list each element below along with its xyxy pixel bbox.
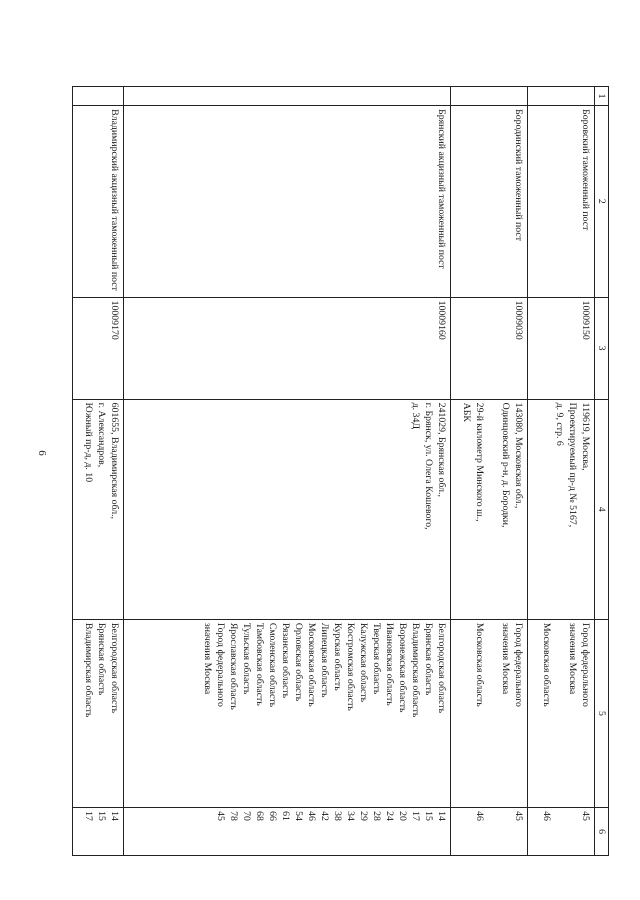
post-name-cell: [73, 106, 124, 297]
region-line: значения Москва: [567, 622, 578, 695]
table-row: [124, 87, 451, 856]
address-line: д. 9, стр. 6: [554, 402, 565, 446]
regions-cell: [73, 619, 124, 807]
post-name: Владимирский акцизный таможенный пост: [109, 109, 120, 291]
post-code: 10009160: [436, 300, 447, 340]
address-spacer: [486, 403, 499, 616]
region-code: 66: [267, 811, 278, 821]
region-code: 14: [436, 811, 447, 821]
post-name-cell: [124, 106, 451, 297]
region-line: Брянская область: [96, 622, 107, 696]
region-code: 45: [580, 811, 591, 821]
region-line: значения Москва: [500, 622, 511, 695]
region-code-spacer: [486, 811, 499, 852]
region-code: 45: [215, 811, 226, 821]
region-code: 38: [332, 811, 343, 821]
region-line: Московская область: [541, 622, 552, 707]
region-line: Курская область: [332, 622, 343, 691]
address-line: Проектируемый пр-д № 5167,: [567, 402, 578, 528]
post-name: Боровский таможенный пост: [580, 109, 591, 231]
address-line: г. Александров,: [96, 402, 107, 468]
post-code-cell: [73, 297, 124, 399]
table-row: [73, 87, 124, 856]
region-spacer: [486, 623, 499, 804]
post-code: 10009170: [109, 300, 120, 340]
region-line: Московская область: [306, 622, 317, 707]
column-number-1: 1: [595, 87, 609, 106]
page-number: 6: [36, 450, 48, 456]
region-code: 29: [358, 811, 369, 821]
row-index-cell: [124, 87, 451, 106]
region-line: Город федерального: [580, 622, 591, 707]
address-cell: [528, 399, 595, 619]
row-index-cell: [73, 87, 124, 106]
region-codes-cell: [73, 808, 124, 856]
region-code: 20: [397, 811, 408, 821]
region-code: 46: [306, 811, 317, 821]
region-line: Брянская область: [423, 622, 434, 696]
post-name-cell: [451, 106, 528, 297]
region-code: 70: [241, 811, 252, 821]
row-index-cell: [528, 87, 595, 106]
region-line: Владимирская область: [83, 622, 94, 718]
table-row: [528, 87, 595, 856]
post-code-cell: [451, 297, 528, 399]
region-line: Тульская область: [241, 622, 252, 695]
region-code: 61: [280, 811, 291, 821]
region-code: 46: [541, 811, 552, 821]
region-line: Московская область: [474, 622, 485, 707]
column-number-3: 3: [595, 297, 609, 399]
region-code: 54: [293, 811, 304, 821]
address-line: 601655, Владимирская обл.,: [109, 402, 120, 519]
region-line: Орловская область: [293, 622, 304, 702]
address-cell: [124, 399, 451, 619]
region-code: 34: [345, 811, 356, 821]
region-line: Рязанская область: [280, 622, 291, 699]
region-code-spacer: [499, 811, 512, 852]
region-line: Город федерального: [215, 622, 226, 707]
region-code: 42: [319, 811, 330, 821]
region-code-spacer: [553, 811, 566, 852]
address-cell: [73, 399, 124, 619]
column-number-4: 4: [595, 399, 609, 619]
region-codes-cell: [124, 808, 451, 856]
region-code: 68: [254, 811, 265, 821]
region-code: 14: [109, 811, 120, 821]
region-line: Владимирская область: [410, 622, 421, 718]
post-name-cell: [528, 106, 595, 297]
region-code: 17: [410, 811, 421, 821]
row-index-cell: [451, 87, 528, 106]
address-line: Одинцовский р-н, д. Бородки,: [500, 402, 511, 528]
address-line: 29-й километр Минского ш.,: [474, 402, 485, 522]
address-line: г. Брянск, ул. Олега Кошевого,: [423, 402, 434, 530]
region-codes-cell: [528, 808, 595, 856]
address-cell: [451, 399, 528, 619]
region-code: 46: [474, 811, 485, 821]
address-line: Южный пр-д, д. 10: [83, 402, 94, 483]
address-line: 241029, Брянская обл.,: [436, 402, 447, 497]
region-line: Ивановская область: [384, 622, 395, 706]
region-line: Ярославская область: [228, 622, 239, 710]
regions-cell: [528, 619, 595, 807]
region-code: 15: [423, 811, 434, 821]
post-name: Бородинский таможенный пост: [513, 109, 524, 242]
customs-posts-table: [72, 86, 609, 856]
region-line: Костромская область: [345, 622, 356, 711]
region-line: Липецкая область: [319, 622, 330, 698]
customs-posts-sheet: [84, 86, 609, 856]
column-number-2: 2: [595, 106, 609, 297]
post-code-cell: [124, 297, 451, 399]
region-line: Калужская область: [358, 622, 369, 703]
region-code: 17: [83, 811, 94, 821]
post-code-cell: [528, 297, 595, 399]
region-line: Белгородская область: [109, 622, 120, 714]
column-number-row: [595, 87, 609, 856]
region-line: Тверская область: [371, 622, 382, 695]
region-spacer: [553, 623, 566, 804]
regions-cell: [124, 619, 451, 807]
region-line: значения Москва: [202, 622, 213, 695]
column-number-5: 5: [595, 619, 609, 807]
address-line: 119619, Москва,: [580, 402, 591, 471]
column-number-6: 6: [595, 808, 609, 856]
region-code: 78: [228, 811, 239, 821]
address-line: 143080, Московская обл.,: [513, 402, 524, 509]
post-name: Брянский акцизный таможенный пост: [436, 109, 447, 269]
region-line: Город федерального: [513, 622, 524, 707]
region-code: 24: [384, 811, 395, 821]
regions-cell: [451, 619, 528, 807]
region-line: Тамбовская область: [254, 622, 265, 706]
post-code: 10009030: [513, 300, 524, 340]
address-line: АБК: [461, 402, 472, 422]
region-line: Смоленская область: [267, 622, 278, 708]
region-code: 28: [371, 811, 382, 821]
address-line: д. 34Д: [410, 402, 421, 430]
region-code: 15: [96, 811, 107, 821]
region-line: Воронежская область: [397, 622, 408, 713]
region-code: 45: [513, 811, 524, 821]
table-row: [451, 87, 528, 856]
region-code-spacer: [566, 811, 579, 852]
region-line: Белгородская область: [436, 622, 447, 714]
post-code: 10009150: [580, 300, 591, 340]
region-codes-cell: [451, 808, 528, 856]
